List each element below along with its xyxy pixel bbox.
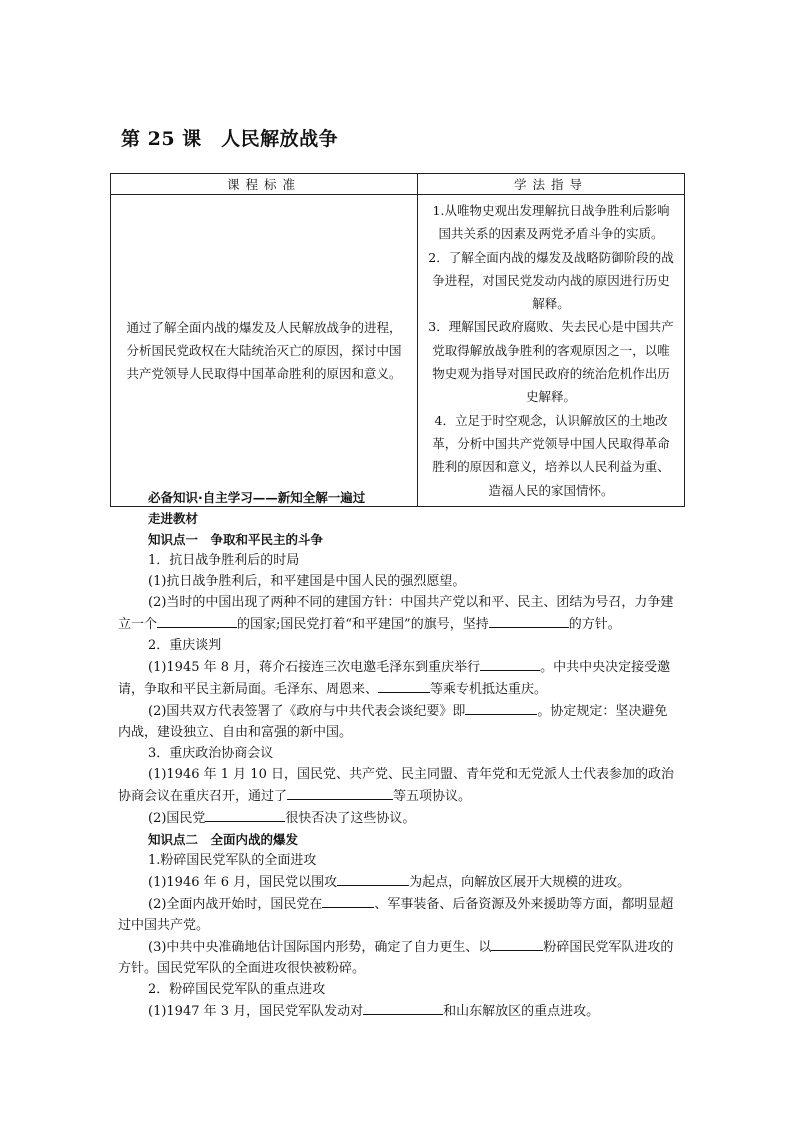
fill-blank[interactable] (363, 1000, 443, 1015)
section-heading: 必备知识·自主学习——新知全解一遍过 (148, 490, 366, 505)
fill-blank[interactable] (378, 678, 430, 693)
kp2-item-1: 1.粉碎国民党军队的全面进攻 (148, 853, 317, 868)
text-segment: (1)1945 年 8 月，蒋介石接连三次电邀毛泽东到重庆举行 (148, 660, 481, 675)
guidance-item: 1.从唯物史观出发理解抗日战争胜利后影响国共关系的因素及两党矛盾斗争的实质。 (432, 203, 670, 242)
text-segment: (1)1947 年 3 月，国民党军队发动对 (148, 1004, 364, 1019)
sub-heading: 走进教材 (148, 511, 199, 526)
kp2-item-2: 2．粉碎国民党军队的重点进攻 (148, 982, 326, 997)
kp1-item-2-b (118, 700, 678, 743)
text-segment: (3)中共中央准确地估计国际国内形势，确定了自力更生、以 (148, 940, 492, 955)
lesson-body (118, 487, 678, 1022)
fill-blank[interactable] (157, 613, 237, 628)
kp1-item-3: 3．重庆政治协商会议 (148, 746, 274, 761)
text-segment: 和山东解放区的重点进攻。 (443, 1004, 600, 1019)
text-segment: (1)1946 年 6 月，国民党以围攻 (148, 875, 338, 890)
text-segment: (1)1946 年 1 月 10 日，国民党、共产党、民主同盟、青年党和无党派人士代表参加的政治协商会议在重庆召开，通过了 (118, 767, 674, 804)
fill-blank[interactable] (322, 893, 374, 908)
text-segment: (2)当时的中国出现了两种不同的建国方针：中国共产党以和平、民主、团结为号召，力争建立一个 (118, 595, 674, 632)
curriculum-standard-text: 通过了解全面内战的爆发及人民解放战争的进程，分析国民党政权在大陆统治灭亡的原因，探讨中国共产党领导人民取得中国革命胜利的原因和意义。 (111, 195, 418, 507)
text-segment: (2)国民党 (148, 811, 206, 826)
curriculum-table (110, 173, 685, 507)
fill-blank[interactable] (489, 613, 569, 628)
kp1-item-3-a (118, 764, 678, 807)
text-segment: 很快否决了这些协议。 (285, 811, 416, 826)
text-segment: 。协定规定：坚决避免内战，建设独立、自由和富强的新中国。 (118, 704, 668, 740)
fill-blank[interactable] (337, 871, 409, 886)
text-segment: 的方针。 (568, 617, 621, 632)
lesson-title: 第 25 课 人民解放战争 (121, 128, 339, 150)
kp1-item-1-a: (1)抗日战争胜利后，和平建国是中国人民的强烈愿望。 (148, 574, 466, 589)
fill-blank[interactable] (491, 936, 543, 951)
header-curriculum-standard: 课程标准 (111, 174, 418, 195)
kp1-item-1-b (118, 592, 678, 635)
text-segment: 、军事装备、后备资源及外来援助等方面，都明显超过中国共产党。 (118, 897, 674, 933)
text-segment: (2)全面内战开始时，国民党在 (148, 897, 323, 912)
fill-blank[interactable] (287, 785, 393, 800)
text-segment: 等乘专机抵达重庆。 (430, 682, 548, 697)
guidance-item: 2．了解全面内战的爆发及战略防御阶段的战争进程，对国民党发动内战的原因进行历史解释。 (428, 249, 674, 312)
kp1-item-2: 2．重庆谈判 (148, 638, 222, 653)
kp2-item-1-c (118, 936, 678, 979)
kp2-item-1-b (118, 893, 678, 936)
kp2-item-1-a (118, 871, 678, 893)
guidance-item: 4．立足于时空观念，认识解放区的土地改革，分析中国共产党领导中国人民取得革命胜利的原因和意义，培养以人民利益为重、造福人民的家国情怀。 (432, 412, 670, 498)
text-segment: 粉碎国民党军队进攻的方针。国民党军队的全面进攻很快被粉碎。 (118, 940, 674, 976)
fill-blank[interactable] (480, 656, 540, 671)
knowledge-point-1: 知识点一 争取和平民主的斗争 (148, 532, 324, 547)
text-segment: 。中共中央决定接受邀请，争取和平民主新局面。毛泽东、周恩来、 (118, 660, 671, 697)
text-segment: 等五项协议。 (393, 789, 472, 804)
kp1-item-3-b (118, 807, 678, 829)
guidance-item: 3．理解国民政府腐败、失去民心是中国共产党取得解放战争胜利的客观原因之一，以唯物史观为指导对国民政府的统治危机作出历史解释。 (428, 319, 674, 405)
kp2-item-2-a (118, 1000, 678, 1022)
fill-blank[interactable] (205, 807, 285, 822)
header-study-guidance: 学法指导 (418, 174, 685, 195)
text-segment: (2)国共双方代表签署了《政府与中共代表会谈纪要》即 (148, 704, 466, 719)
fill-blank[interactable] (465, 700, 537, 715)
study-guidance-cell (418, 195, 685, 507)
text-segment: 为起点，向解放区展开大规模的进攻。 (409, 875, 631, 890)
knowledge-point-2: 知识点二 全面内战的爆发 (148, 832, 299, 847)
kp1-item-2-a (118, 656, 678, 700)
kp1-item-1: 1．抗日战争胜利后的时局 (148, 553, 300, 568)
text-segment: 的国家;国民党打着“和平建国”的旗号，坚持 (237, 617, 489, 632)
